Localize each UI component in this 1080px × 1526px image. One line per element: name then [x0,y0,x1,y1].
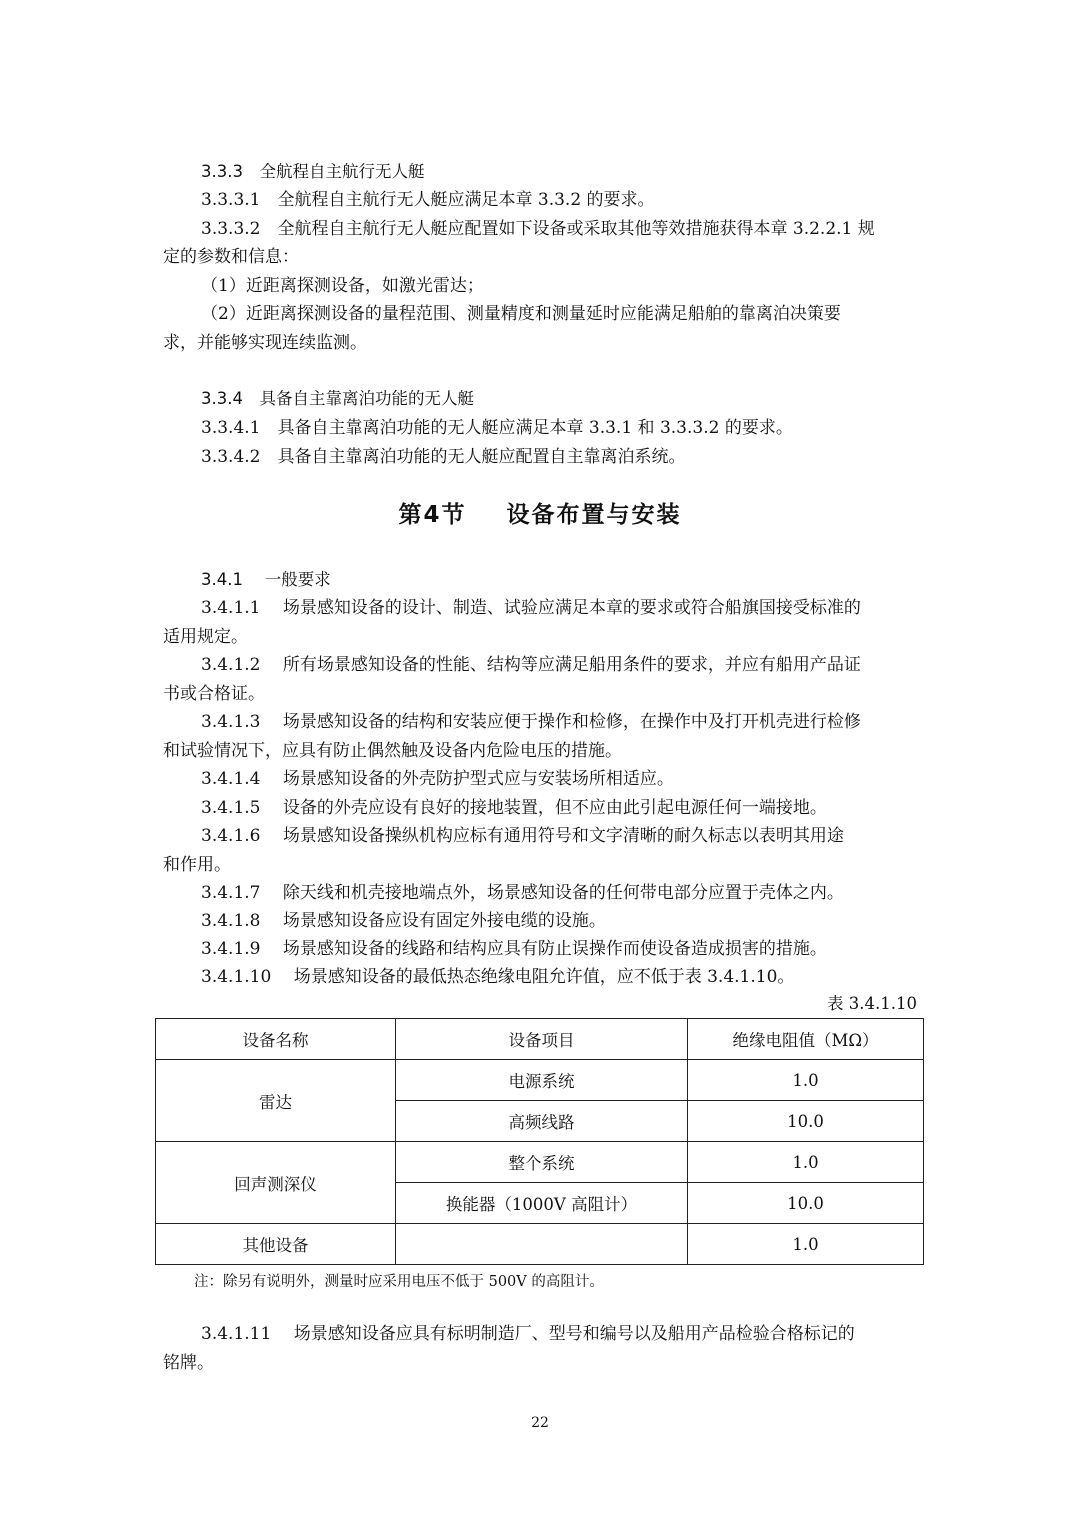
table-caption: 表 3.4.1.10 [827,994,917,1013]
clause-3-3-3-2-line1: 3.3.3.2 全航程自主航行无人艇应配置如下设备或采取其他等效措施获得本章 3.2.2.1 规 [201,219,875,239]
table-note: 注：除另有说明外，测量时应采用电压不低于 500V 的高阻计。 [194,1274,604,1290]
clause-3-4-1-2-line2: 书或合格证。 [163,684,265,704]
cell-value: 10.0 [688,1101,924,1142]
clause-3-4-1-4: 3.4.1.4 场景感知设备的外壳防护型式应与安装场所相适应。 [201,769,674,789]
clause-3-4-1-9: 3.4.1.9 场景感知设备的线路和结构应具有防止误操作而使设备造成损害的措施。 [201,939,827,959]
cell-item [396,1224,688,1265]
cell-value: 1.0 [688,1142,924,1183]
table-row [156,1142,924,1183]
cell-value: 1.0 [688,1224,924,1265]
list-item-2-line2: 求，并能够实现连续监测。 [163,333,367,353]
list-item-2-line1: （2）近距离探测设备的量程范围、测量精度和测量延时应能满足船舶的靠离泊决策要 [201,304,841,324]
cell-value: 1.0 [688,1060,924,1101]
cell-item: 高频线路 [396,1101,688,1142]
clause-3-3-3-2-line2: 定的参数和信息： [163,247,299,267]
table-header-row [156,1019,924,1060]
table-row [156,1060,924,1101]
clause-3-4-1-10: 3.4.1.10 场景感知设备的最低热态绝缘电阻允许值，应不低于表 3.4.1.10。 [201,967,795,987]
clause-3-4-1-1-line2: 适用规定。 [163,627,248,647]
cell-item: 电源系统 [396,1060,688,1101]
clause-3-4-1-2-line1: 3.4.1.2 所有场景感知设备的性能、结构等应满足船用条件的要求，并应有船用产品证 [201,655,861,675]
cell-value: 10.0 [688,1183,924,1224]
header-equipment-name: 设备名称 [156,1019,396,1060]
header-insulation-value: 绝缘电阻值（MΩ） [688,1019,924,1060]
clause-3-4-1-5: 3.4.1.5 设备的外壳应设有良好的接地装置，但不应由此引起电源任何一端接地。 [201,798,827,818]
insulation-table [155,1018,924,1265]
cell-other-equipment: 其他设备 [156,1224,396,1265]
clause-3-3-4-2: 3.3.4.2 具备自主靠离泊功能的无人艇应配置自主靠离泊系统。 [201,447,686,467]
clause-3-4-1-3-line2: 和试验情况下，应具有防止偶然触及设备内危险电压的措施。 [163,741,622,761]
section-title [0,498,1080,532]
cell-item: 整个系统 [396,1142,688,1183]
clause-3-4-1-1-line1: 3.4.1.1 场景感知设备的设计、制造、试验应满足本章的要求或符合船旗国接受标准的 [201,598,861,618]
clause-3-4-1-11-line1: 3.4.1.11 场景感知设备应具有标明制造厂、型号和编号以及船用产品检验合格标记的 [201,1324,855,1344]
clause-3-4-1-8: 3.4.1.8 场景感知设备应设有固定外接电缆的设施。 [201,911,606,931]
section-label: 第4节 [398,502,467,528]
clause-3-4-1-7: 3.4.1.7 除天线和机壳接地端点外，场景感知设备的任何带电部分应置于壳体之内。 [201,883,844,903]
cell-radar: 雷达 [156,1060,396,1142]
page-number: 22 [531,1415,549,1431]
list-item-1: （1）近距离探测设备，如激光雷达； [201,276,484,296]
clause-3-4-1-3-line1: 3.4.1.3 场景感知设备的结构和安装应便于操作和检修，在操作中及打开机壳进行检修 [201,712,861,732]
clause-3-4-1-6-line2: 和作用。 [163,855,231,875]
table-row [156,1224,924,1265]
clause-3-3-4-1: 3.3.4.1 具备自主靠离泊功能的无人艇应满足本章 3.3.1 和 3.3.3.2 的要求。 [201,418,793,438]
cell-item: 换能器（1000V 高阻计） [396,1183,688,1224]
heading-3-4-1: 3.4.1 一般要求 [201,570,331,589]
heading-3-3-3: 3.3.3 全航程自主航行无人艇 [201,162,425,181]
heading-3-3-4: 3.3.4 具备自主靠离泊功能的无人艇 [201,389,474,408]
clause-3-4-1-6-line1: 3.4.1.6 场景感知设备操纵机构应标有通用符号和文字清晰的耐久标志以表明其用途 [201,826,844,846]
section-name: 设备布置与安装 [506,502,682,528]
header-equipment-item: 设备项目 [396,1019,688,1060]
clause-3-4-1-11-line2: 铭牌。 [163,1353,214,1373]
cell-echo-sounder: 回声测深仪 [156,1142,396,1224]
clause-3-3-3-1: 3.3.3.1 全航程自主航行无人艇应满足本章 3.3.2 的要求。 [201,190,655,210]
